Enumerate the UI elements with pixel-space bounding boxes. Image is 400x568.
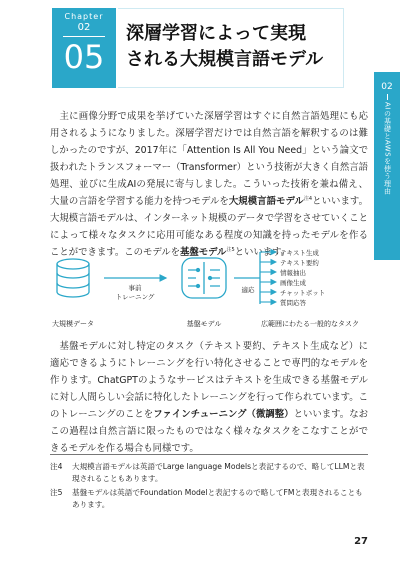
p2-text-1: 基盤モデルに対し特定のタスク（テキスト要約、テキスト生成など）に適応できるようにトレーニングを行い特化させることで専門的なモデルを作ります。ChatGPTのようなサービスはテキストを生成できる基盤モデルに対し人間らしい会話に特化したトレーニングを行って作られています。このトレーニングのことを <box>50 341 368 420</box>
task-2: テキスト要約 <box>280 259 319 267</box>
section-title-box <box>118 8 344 88</box>
p1-text-3: といいます。 <box>234 247 291 258</box>
task-3: 情報抽出 <box>280 269 306 277</box>
adaptation-label: 適応 <box>241 286 255 294</box>
caption-general-tasks: 広範囲にわたる一般的なタスク <box>261 320 359 328</box>
footnote-ref-5: 注5 <box>226 246 235 253</box>
side-tab-number: 02 <box>381 82 393 92</box>
task-4: 画像生成 <box>280 279 306 287</box>
task-6: 質問応答 <box>280 299 306 307</box>
chapter-tab <box>52 8 116 88</box>
chapter-label: Chapter <box>64 12 104 21</box>
task-5: チャットボット <box>280 289 326 297</box>
pretraining-label-2: トレーニング <box>115 293 155 301</box>
p1-text-2: といいます。大規模言語モデルは、インターネット規模のデータで学習をさせていくことによって様々なタスクに応用可能なある程度の知識を持ったモデルを作ることができます。このモデルを <box>50 196 368 258</box>
footnote-4 <box>50 461 368 485</box>
database-icon <box>57 259 89 297</box>
footnote-ref-4: 注4 <box>303 195 313 202</box>
footnote-4-text: 大規模言語モデルは英語でLarge language Modelsと表記するので、略してLLMと表現されることもあります。 <box>72 462 365 483</box>
side-tab-divider <box>387 94 388 100</box>
section-number: 05 <box>63 38 105 76</box>
pretraining-label-1: 事前 <box>128 284 142 292</box>
p2-text-2: といいます。なおこの過程は自然言語に限ったものではなく様々なタスクをこなすことができるモデルを作る場合も同様です。 <box>50 409 368 454</box>
task-1: テキスト生成 <box>280 249 319 257</box>
section-title <box>126 21 343 73</box>
footnote-5-text: 基盤モデルは英語でFoundation Modelと表記するので略してFMと表現されることもあります。 <box>72 488 363 509</box>
chapter-divider <box>63 36 105 37</box>
foundation-model-diagram <box>48 246 368 336</box>
section-title-line2: される大規模言語モデル <box>126 49 324 70</box>
p1-text-1: 主に画像分野で成果を挙げていた深層学習はすぐに自然言語処理にも応用されるようになりました。深層学習だけでは自然言語を解釈するのは難しかったのですが、2017年に「Attention Is All You Need」という論文で扱われたトランスフォーマー（Transformer）という技術が大きく自然言語処理、並びに生成AIの発展に寄与しました。こういった技術を兼ね備え、大量の言語を学習する能力を持つモデルを <box>50 111 369 207</box>
page-number: 27 <box>354 536 368 547</box>
task-arrows <box>260 252 276 302</box>
footnote-5-label: 注5 <box>50 488 63 497</box>
term-foundation-model: 基盤モデル <box>180 247 227 258</box>
caption-foundation-model: 基盤モデル <box>186 320 222 328</box>
footnote-4-label: 注4 <box>50 462 63 471</box>
caption-large-data: 大規模データ <box>52 320 94 328</box>
brain-icon <box>182 258 226 298</box>
paragraph-2 <box>50 338 368 457</box>
section-title-line1: 深層学習によって実現 <box>126 23 306 44</box>
side-chapter-tab <box>374 72 400 260</box>
term-fine-tuning: ファインチューニング（微調整） <box>153 409 294 420</box>
footnotes <box>50 454 368 513</box>
footnote-5 <box>50 487 368 511</box>
chapter-number: 02 <box>77 22 91 33</box>
side-tab-text: AIの基礎とAWSを使う理由 <box>383 102 392 195</box>
term-llm: 大規模言語モデル <box>228 196 304 207</box>
paragraph-1 <box>50 108 368 261</box>
